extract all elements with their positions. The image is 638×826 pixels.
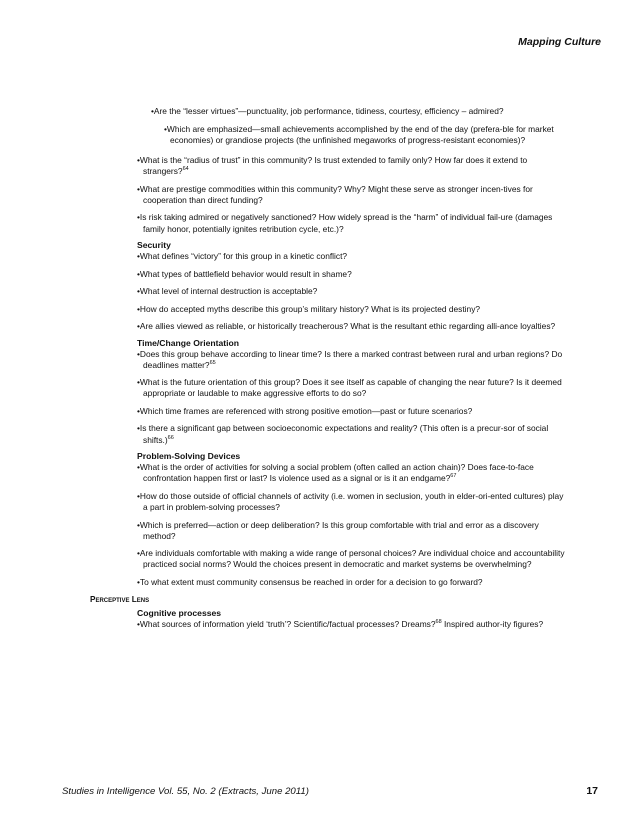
section-heading-text: Security [137, 240, 171, 251]
footnote-ref: 66 [167, 434, 174, 441]
question-text: •How do accepted myths describe this group’s military history? What is its projected destiny? [137, 303, 481, 314]
question-text: •What level of internal destruction is acceptable? [137, 286, 318, 297]
question-text: •Is there a significant gap between socioeconomic expectations and reality? (This often is a precur-sor of social shifts.) [137, 423, 549, 445]
question-text: •What is the order of activities for solving a social problem (often called an action chain)? Does face-to-face confrontation happen first or last? Is violence used as a signal or is it an endgame? [137, 462, 534, 484]
footnote-ref: 65 [209, 359, 216, 366]
section-heading-text: Cognitive processes [137, 608, 222, 619]
question-text: •To what extent must community consensus be reached in order for a decision to go forward? [137, 576, 483, 587]
question-text: •Which time frames are referenced with strong positive emotion—past or future scenarios? [137, 405, 473, 416]
running-header: Mapping Culture [518, 36, 601, 48]
section-heading-text: Problem-Solving Devices [137, 451, 241, 462]
question-item [137, 184, 567, 206]
section-heading [137, 608, 638, 619]
question-text: •What is the “radius of trust” in this community? Is trust extended to family only? How far does it extend to strangers? [137, 154, 528, 177]
page-number: 17 [586, 785, 598, 797]
page-body [0, 106, 638, 637]
question-item [137, 491, 567, 513]
question-text: •What types of battlefield behavior would result in shame? [137, 268, 352, 279]
question-item [137, 619, 567, 630]
question-text: •What are prestige commodities within this community? Why? Might these serve as stronger incen-tives for cooperation than direct funding? [137, 183, 533, 205]
question-text-continued: Inspired author-ity figures? [441, 619, 544, 630]
question-item [137, 212, 567, 234]
section-heading [137, 338, 638, 349]
question-item [137, 251, 567, 262]
question-item [164, 124, 566, 146]
question-text: •Does this group behave according to linear time? Is there a marked contrast between rural and urban regions? Do deadlines matter? [137, 348, 563, 370]
question-item [151, 106, 567, 117]
question-item [137, 377, 567, 399]
question-text: •Are allies viewed as reliable, or historically treacherous? What is the resultant ethic regarding alli-ance loyalties? [137, 321, 556, 332]
question-item [137, 406, 567, 417]
question-text: •Is risk taking admired or negatively sanctioned? How widely spread is the “harm” of individual fail-ure (damages family honor, potentially ignites retribution cycle, etc.)? [137, 212, 553, 234]
question-item [137, 269, 567, 280]
question-item [137, 577, 567, 588]
section-heading-text: Time/Change Orientation [137, 337, 240, 348]
question-item [137, 321, 567, 332]
question-item [137, 520, 567, 542]
lens-heading-text: Perceptive Lens [90, 595, 150, 605]
question-item [137, 304, 567, 315]
section-heading [137, 240, 638, 251]
question-text: •How do those outside of official channels of activity (i.e. women in seclusion, youth in elder-ori-ented cultures) play a part in problem-solving processes? [137, 490, 564, 513]
question-text: •What is the future orientation of this group? Does it see itself as capable of changing the near future? Is it deemed appropriate or laudable to make aggressive efforts to do so? [137, 377, 562, 399]
question-item [137, 462, 567, 484]
question-text: •Are the “lesser virtues”—punctuality, job performance, tidiness, courtesy, efficiency – admired? [151, 106, 504, 116]
question-text: •Which are emphasized—small achievements accomplished by the end of the day (prefera-ble for market economies) or grandiose projects (the unfinished megaworks of progress-resistant economies)? [164, 123, 554, 145]
question-text: •Which is preferred—action or deep deliberation? Is this group comfortable with trial and error as a discovery method? [137, 519, 539, 541]
section-heading [137, 451, 638, 462]
footer-citation: Studies in Intelligence Vol. 55, No. 2 (Extracts, June 2011) [62, 786, 309, 797]
question-text: •What defines “victory” for this group in a kinetic conflict? [137, 251, 348, 262]
footnote-ref: 68 [435, 619, 442, 626]
footnote-ref: 67 [450, 473, 457, 480]
question-text: •Are individuals comfortable with making a wide range of personal choices? Are individual choice and accountability practiced social norms? Would the choices present in democratic and market systems be overwhelming? [137, 548, 565, 570]
question-item [137, 548, 567, 570]
lens-heading [90, 594, 638, 605]
question-text: •What sources of information yield ‘truth’? Scientific/factual processes? Dreams? [137, 619, 436, 630]
question-item [137, 286, 567, 297]
footnote-ref: 64 [182, 166, 189, 173]
question-item [137, 155, 567, 177]
question-item [137, 423, 567, 445]
question-item [137, 349, 567, 371]
